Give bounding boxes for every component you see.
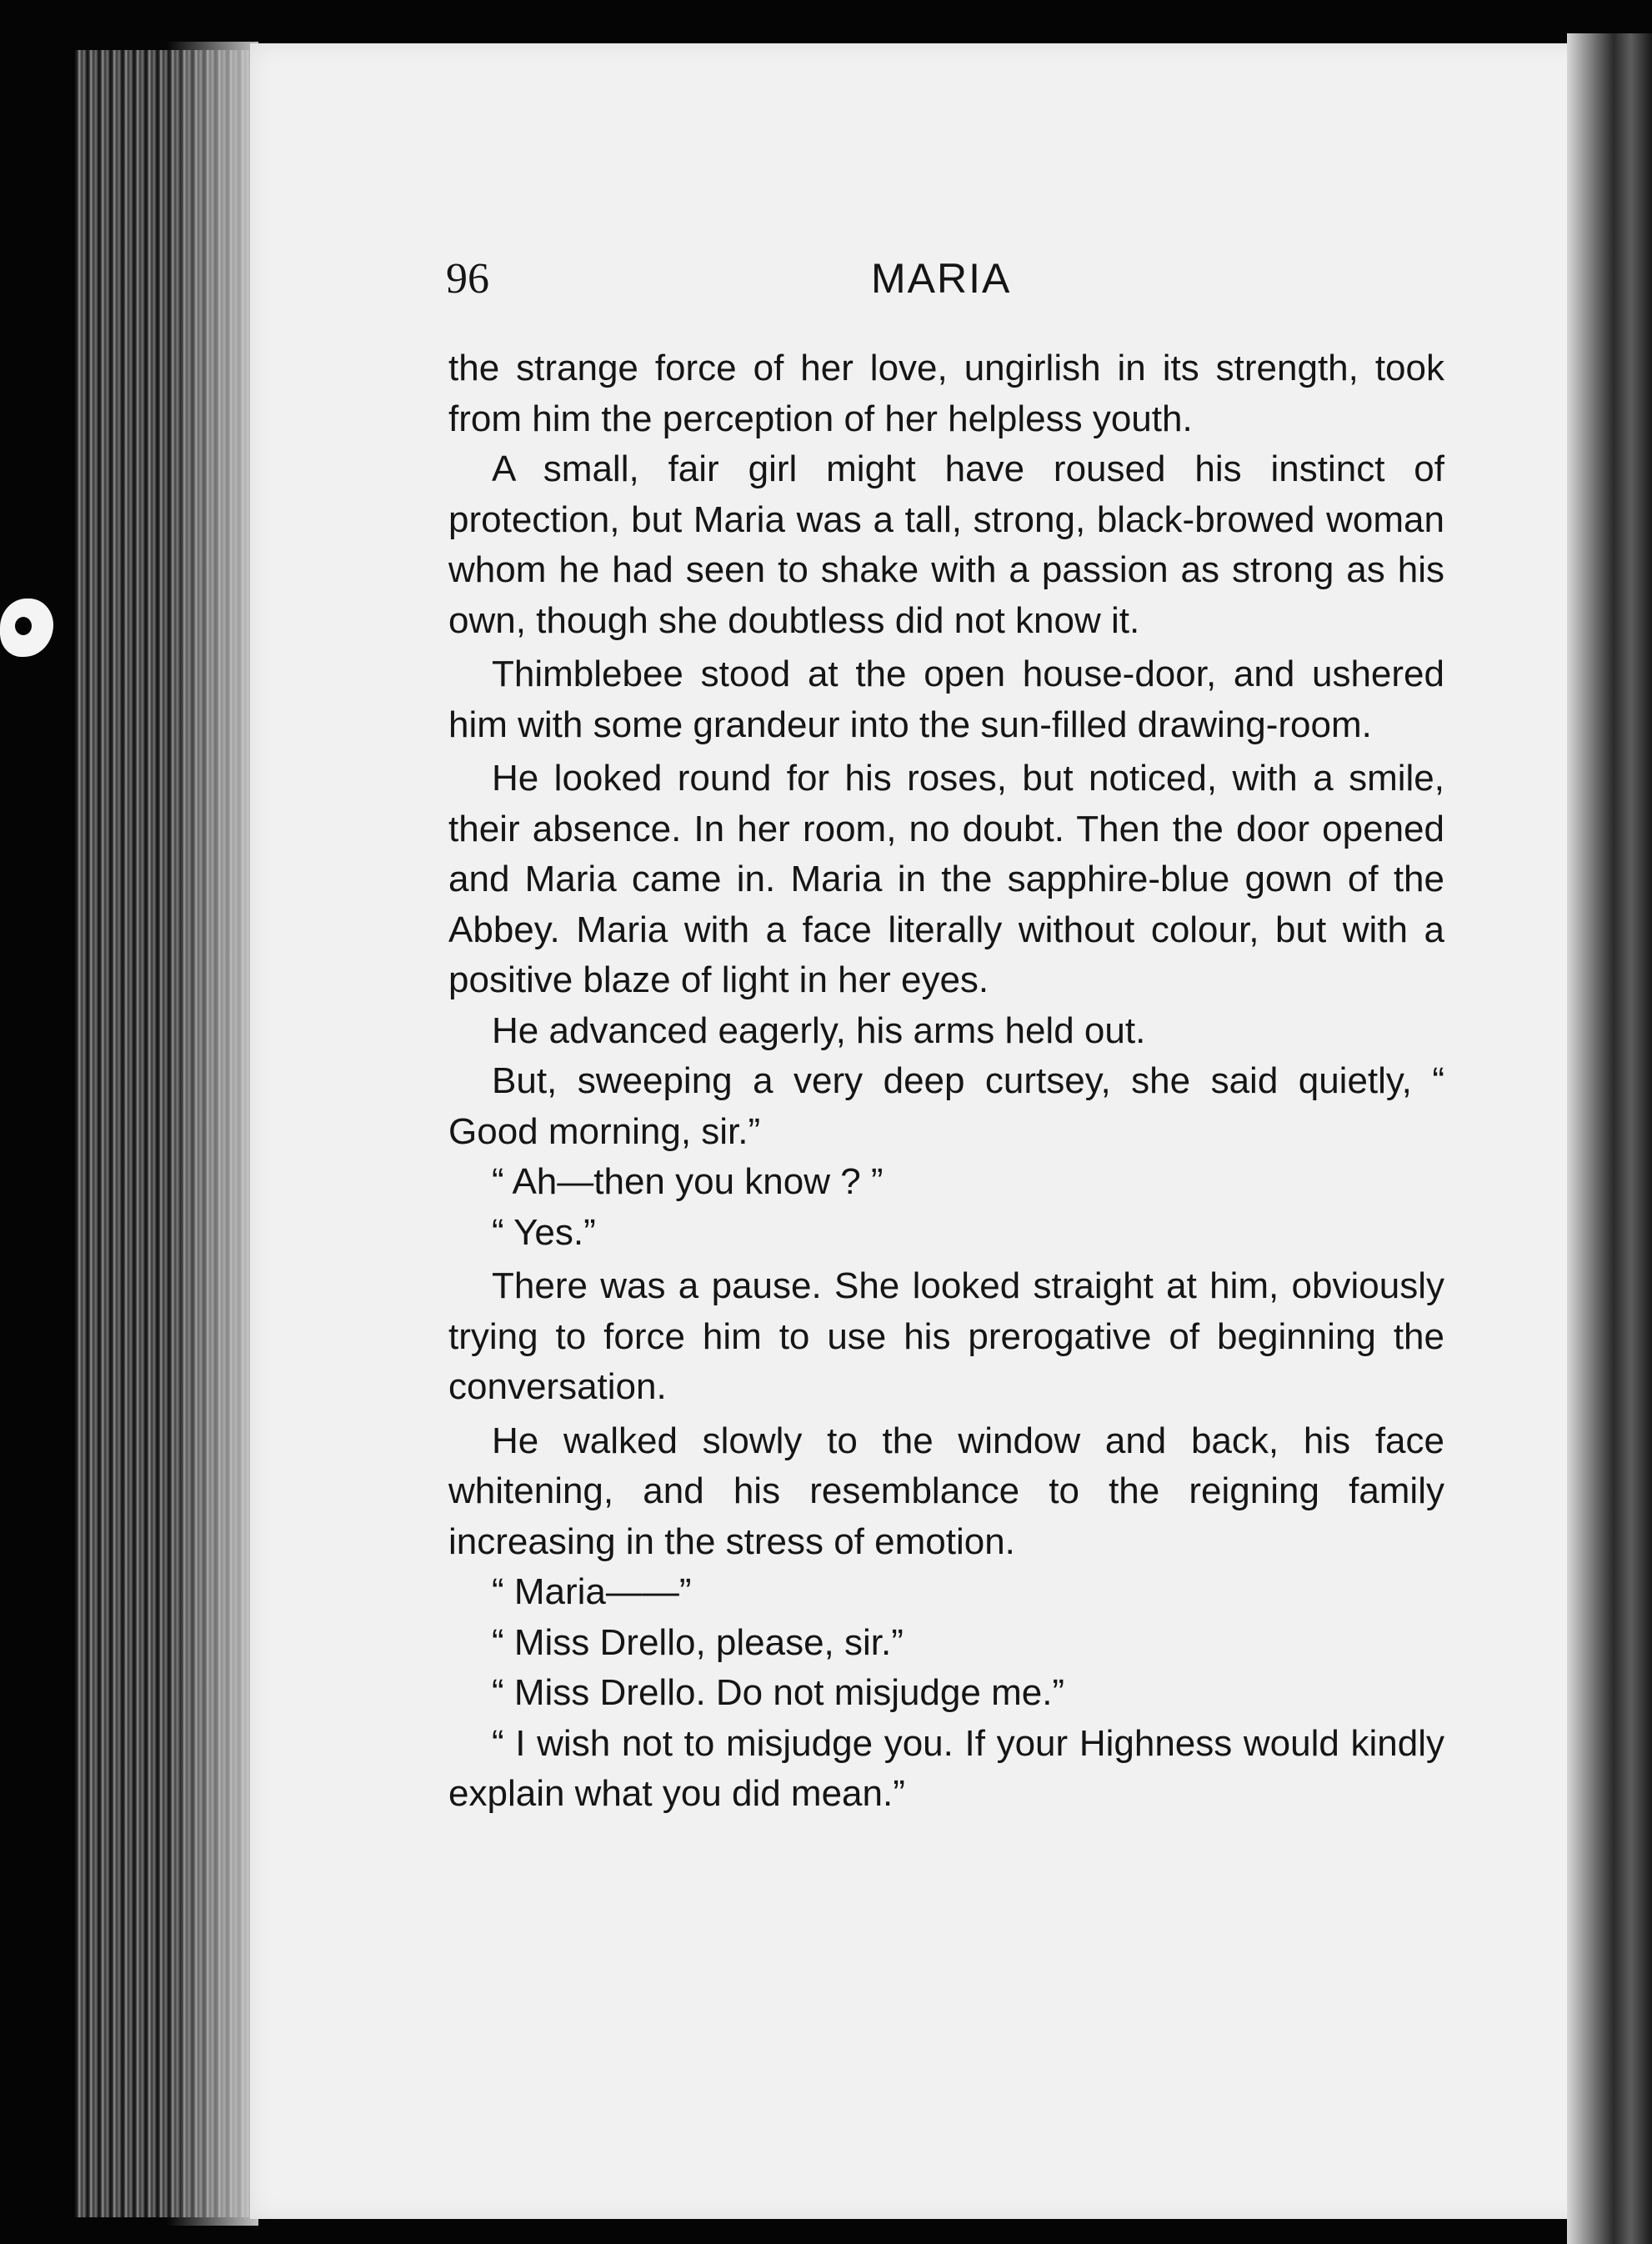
paragraph: “ Yes.” (492, 1211, 596, 1253)
paragraph: “ Maria——” (492, 1571, 692, 1612)
paragraph: He looked round for his roses, but noticed, with a smile, their absence. In her room, no doubt. Then the door opened and Maria came in. Maria in the sapphire-blue gown of the Abbey. Maria with a face literally without colour, but with a positive blaze of light in her eyes. (448, 758, 1444, 1000)
paragraph: There was a pause. She looked straight at him, obviously trying to force him to use his prerogative of beginning the conversation. (448, 1265, 1444, 1407)
body-text (448, 343, 1444, 1820)
book-gutter-shadow (1567, 33, 1652, 2244)
paragraph: Thimblebee stood at the open house-door, and ushered him with some grandeur into the sun-filled drawing-room. (448, 654, 1444, 745)
scan-artifact-mark (0, 599, 53, 657)
paragraph: “ Ah—then you know ? ” (492, 1161, 884, 1202)
paragraph: the strange force of her love, ungirlish in its strength, took from him the perception of her helpless youth. (448, 348, 1444, 439)
paragraph: “ Miss Drello. Do not misjudge me.” (492, 1672, 1065, 1713)
paragraph: He advanced eagerly, his arms held out. (492, 1009, 1146, 1051)
page-header (446, 246, 1429, 313)
page-edge-fade (167, 42, 258, 2226)
paragraph: But, sweeping a very deep curtsey, she said quietly, “ Good morning, sir.” (448, 1060, 1444, 1152)
paragraph: He walked slowly to the window and back, his face whitening, and his resemblance to the reigning family increasing in the stress of emotion. (448, 1420, 1444, 1562)
paragraph: “ Miss Drello, please, sir.” (492, 1621, 904, 1663)
paragraph: A small, fair girl might have roused his instinct of protection, but Maria was a tall, strong, black-browed woman whom he had seen to shake with a passion as strong as his own, though she doubtless did not know it. (448, 448, 1444, 641)
running-title: MARIA (871, 255, 1012, 302)
paragraph: “ I wish not to misjudge you. If your Highness would kindly explain what you did mean.” (448, 1722, 1444, 1814)
page-number: 96 (446, 255, 489, 303)
